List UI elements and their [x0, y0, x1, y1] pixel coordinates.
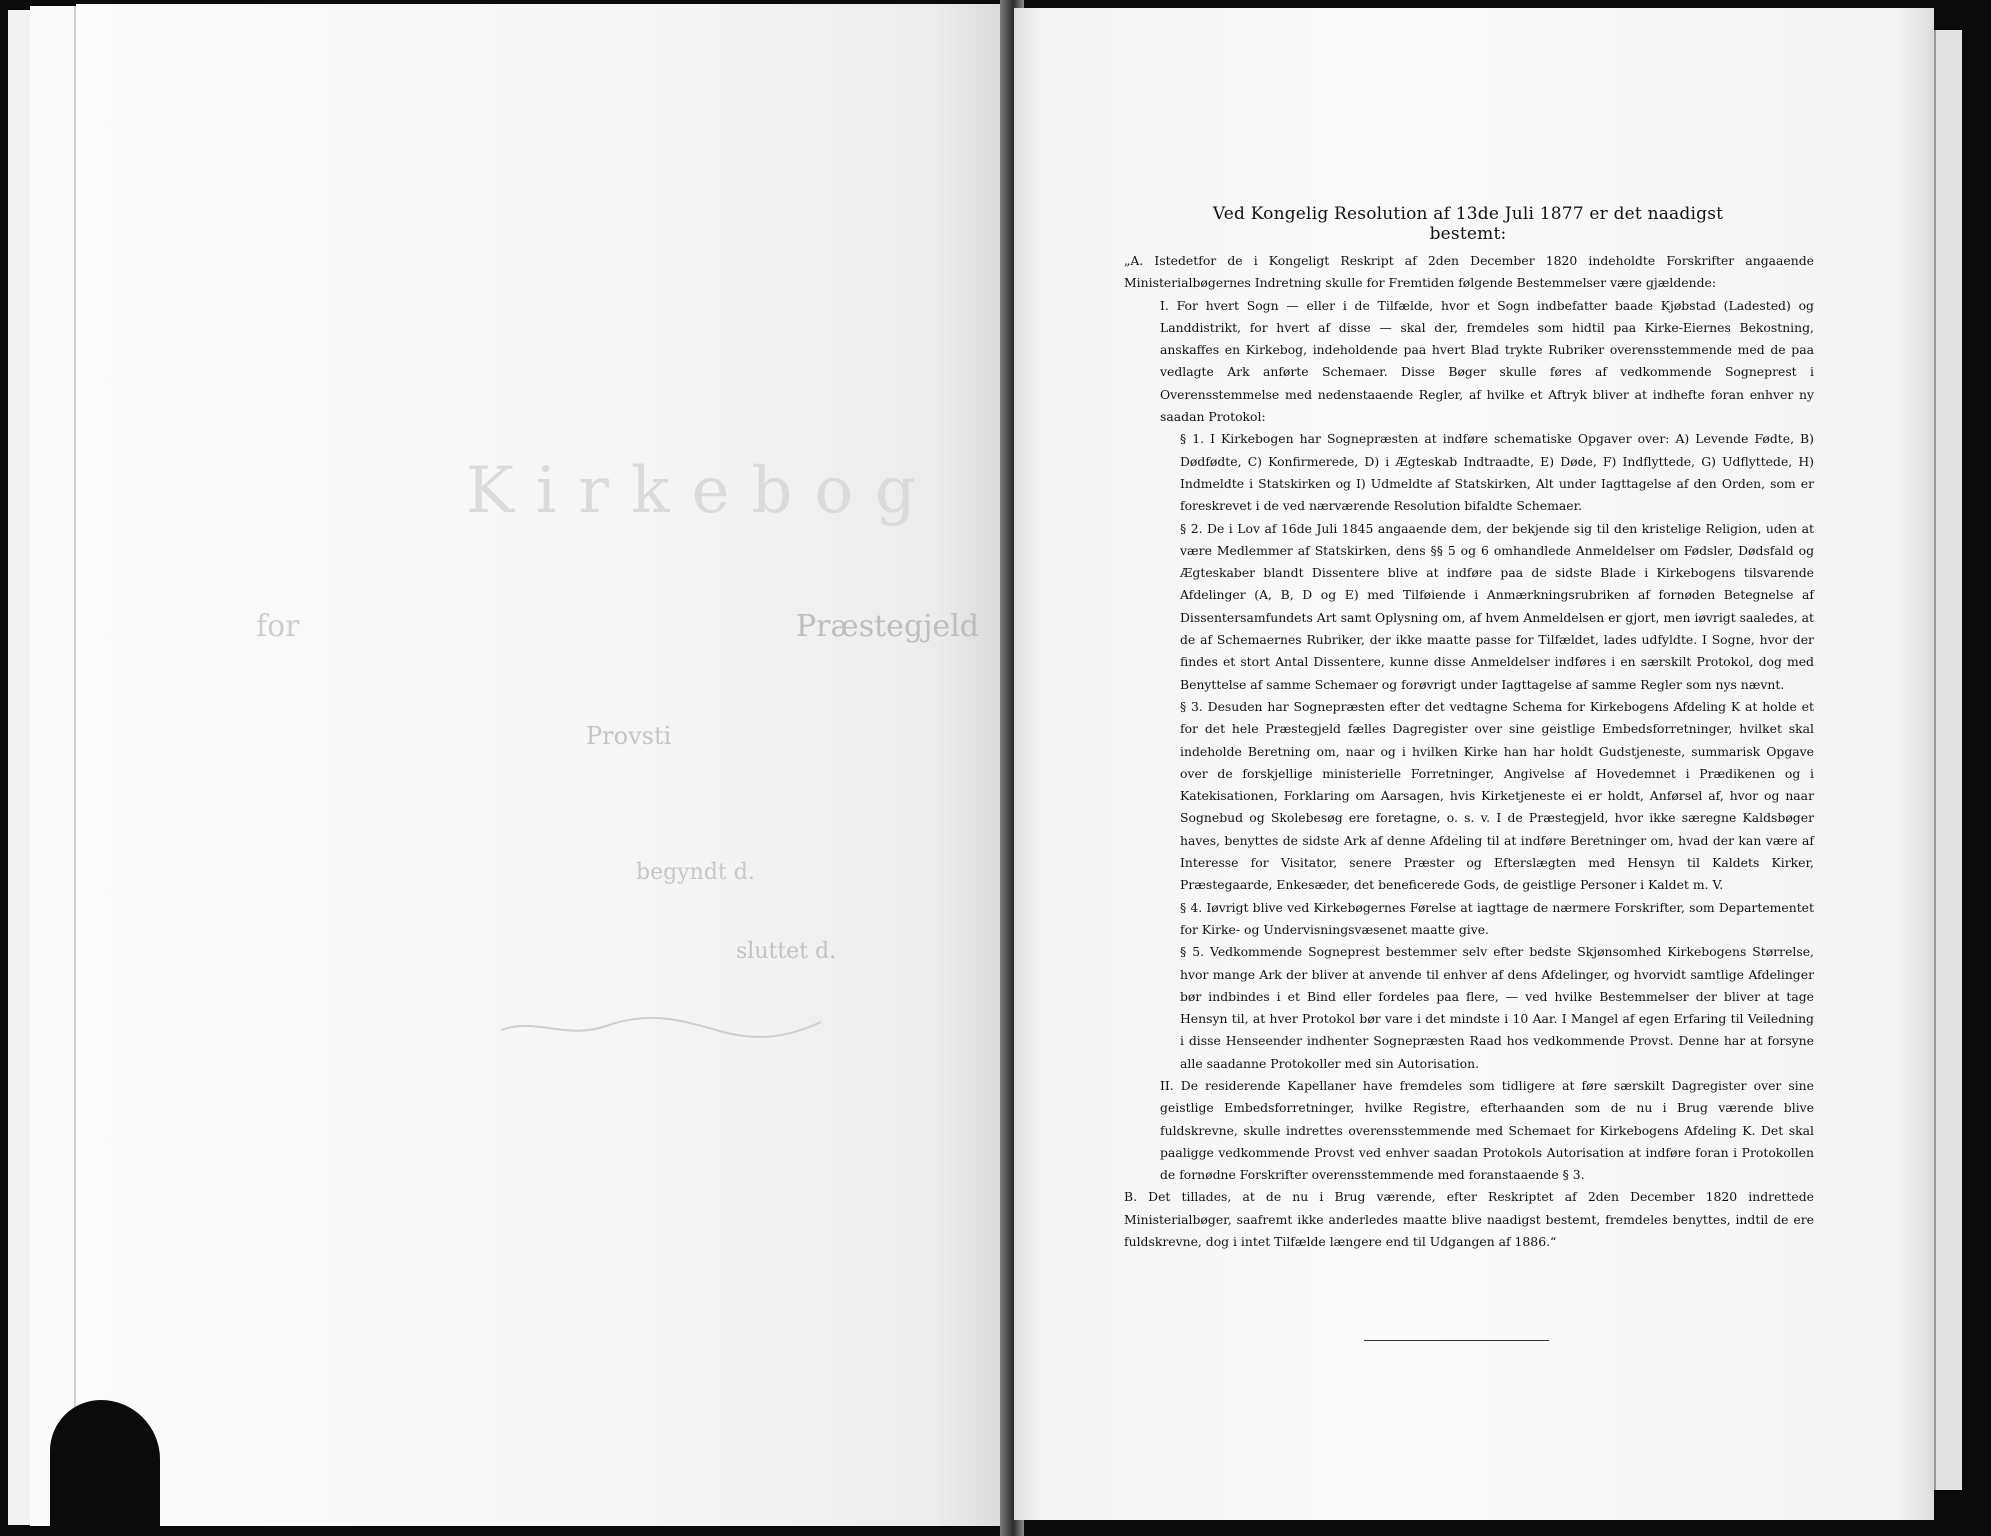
faded-line: Provsti	[586, 722, 672, 750]
page-edge	[1934, 30, 1962, 1490]
resolution-text	[1124, 250, 1814, 1253]
thumb-shadow	[50, 1400, 160, 1536]
closing-rule	[1364, 1340, 1549, 1341]
left-page	[76, 4, 1011, 1526]
faded-title: Kirkebog	[466, 454, 938, 528]
resolution-heading: Ved Kongelig Resolution af 13de Juli 1877 er det naadigst bestemt:	[1212, 204, 1724, 244]
paragraph: I. For hvert Sogn — eller i de Tilfælde, hvor et Sogn indbefatter baade Kjøbstad (Ladested) og Landdistrikt, for hvert af disse — skal der, fremdeles som hidtil paa Kirke-Eiernes Bekostning, anskaffes en Kirkebog, indeholdende paa hvert Blad trykte Rubriker overensstemmende med de paa vedlagte Ark anførte Schemaer. Disse Bøger skulle føres af vedkommende Sogneprest i Overensstemmelse med nedenstaaende Regler, af hvilke et Aftryk bliver at indhefte foran enhver ny saadan Protokol:	[1160, 297, 1814, 425]
faded-line: for	[256, 609, 300, 644]
faded-handwriting	[496, 1012, 826, 1042]
paragraph: § 1. I Kirkebogen har Sognepræsten at indføre schematiske Opgaver over: A) Levende Fødte, B) Dødfødte, C) Konfirmerede, D) i Ægteskab Indtraadte, E) Døde, F) Indflyttede, G) Udflyttede, H) Indmeldte i Statskirken og I) Udmeldte af Statskirken, Alt under Iagttagelse af den Orden, som er foreskrevet i de ved nærværende Resolution bifaldte Schemaer.	[1180, 431, 1814, 514]
faded-line: Præstegjeld	[796, 609, 979, 644]
paragraph: § 3. Desuden har Sognepræsten efter det vedtagne Schema for Kirkebogens Afdeling K at holde et for det hele Præstegjeld fælles Dagregister over sine geistlige Embedsforretninger, hvilket skal indeholde Beretning om, naar og i hvilken Kirke han har holdt Gudstjeneste, summarisk Opgave over de forskjellige ministerielle Forretninger, Angivelse af Hovedemnet i Prædikenen og i Katekisationen, Forklaring om Aarsagen, hvis Kirketjeneste ei er holdt, Anførsel af, hvor og naar Sognebud og Skolebesøg ere foretagne, o. s. v. I de Præstegjeld, hvor ikke særegne Kaldsbøger haves, benyttes de sidste Ark af denne Afdeling til at indføre Beretninger om, hvad der kan være af Interesse for Visitator, senere Præster og Efterslægten med Hensyn til Kaldets Kirker, Præstegaarde, Enkesæder, det beneficerede Gods, de geistlige Personer i Kaldet m. V.	[1180, 698, 1814, 893]
page-edge	[30, 6, 76, 1526]
paragraph: § 4. Iøvrigt blive ved Kirkebøgernes Førelse at iagttage de nærmere Forskrifter, som Departementet for Kirke- og Undervisningsvæsenet maatte give.	[1180, 899, 1814, 937]
faded-line: begyndt d.	[636, 860, 755, 885]
paragraph: § 5. Vedkommende Sogneprest bestemmer selv efter bedste Skjønsomhed Kirkebogens Størrelse, hvor mange Ark der bliver at anvende til enhver af dens Afdelinger, og hvorvidt samtlige Afdelinger bør indbindes i et Bind eller fordeles paa flere, — ved hvilke Bestemmelser der bliver at tage Hensyn til, at hver Protokol bør vare i det mindste i 10 Aar. I Mangel af egen Erfaring til Veiledning i disse Henseender indhenter Sognepræsten Raad hos vedkommende Provst. Denne har at forsyne alle saadanne Protokoller med sin Autorisation.	[1180, 944, 1814, 1071]
paragraph: „A. Istedetfor de i Kongeligt Reskript af 2den December 1820 indeholdte Forskrifter angaaende Ministerialbøgernes Indretning skulle for Fremtiden følgende Bestemmelser være gjældende:	[1124, 253, 1814, 291]
paragraph: II. De residerende Kapellaner have fremdeles som tidligere at føre særskilt Dagregister over sine geistlige Embedsforretninger, hvilke Registre, efterhaanden som de nu i Brug værende blive fuldskrevne, skulle indrettes overensstemmende med Schemaet for Kirkebogens Afdeling K. Det skal paaligge vedkommende Provst ved enhver saadan Protokols Autorisation at indføre foran i Protokollen de fornødne Forskrifter overensstemmende med foranstaaende § 3.	[1160, 1077, 1814, 1183]
paragraph: § 2. De i Lov af 16de Juli 1845 angaaende dem, der bekjende sig til den kristelige Religion, uden at være Medlemmer af Statskirken, dens §§ 5 og 6 omhandlede Anmeldelser om Fødsler, Dødsfald og Ægteskaber blandt Dissentere blive at indføre paa de sidste Blade i Kirkebogens tilsvarende Afdelinger (A, B, D og E) med Tilføiende i Anmærkningsrubriken af fornøden Betegnelse af Dissentersamfundets Art samt Oplysning om, af hvem Anmeldelsen er gjort, men iøvrigt saaledes, at de af Schemaernes Rubriker, der ikke maatte passe for Tilfældet, lades udfyldte. I Sogne, hvor der findes et stort Antal Dissentere, kunne disse Anmeldelser indføres i en særskilt Protokol, dog med Benyttelse af samme Schemaer og forøvrigt under Iagttagelse af samme Regler som nys nævnt.	[1180, 520, 1814, 692]
paragraph: B. Det tillades, at de nu i Brug værende, efter Reskriptet af 2den December 1820 indrettede Ministerialbøger, saafremt ikke anderledes maatte blive naadigst bestemt, fremdeles benyttes, indtil de ere fuldskrevne, dog i intet Tilfælde længere end til Udgangen af 1886.“	[1124, 1189, 1814, 1250]
faded-line: sluttet d.	[736, 939, 837, 964]
